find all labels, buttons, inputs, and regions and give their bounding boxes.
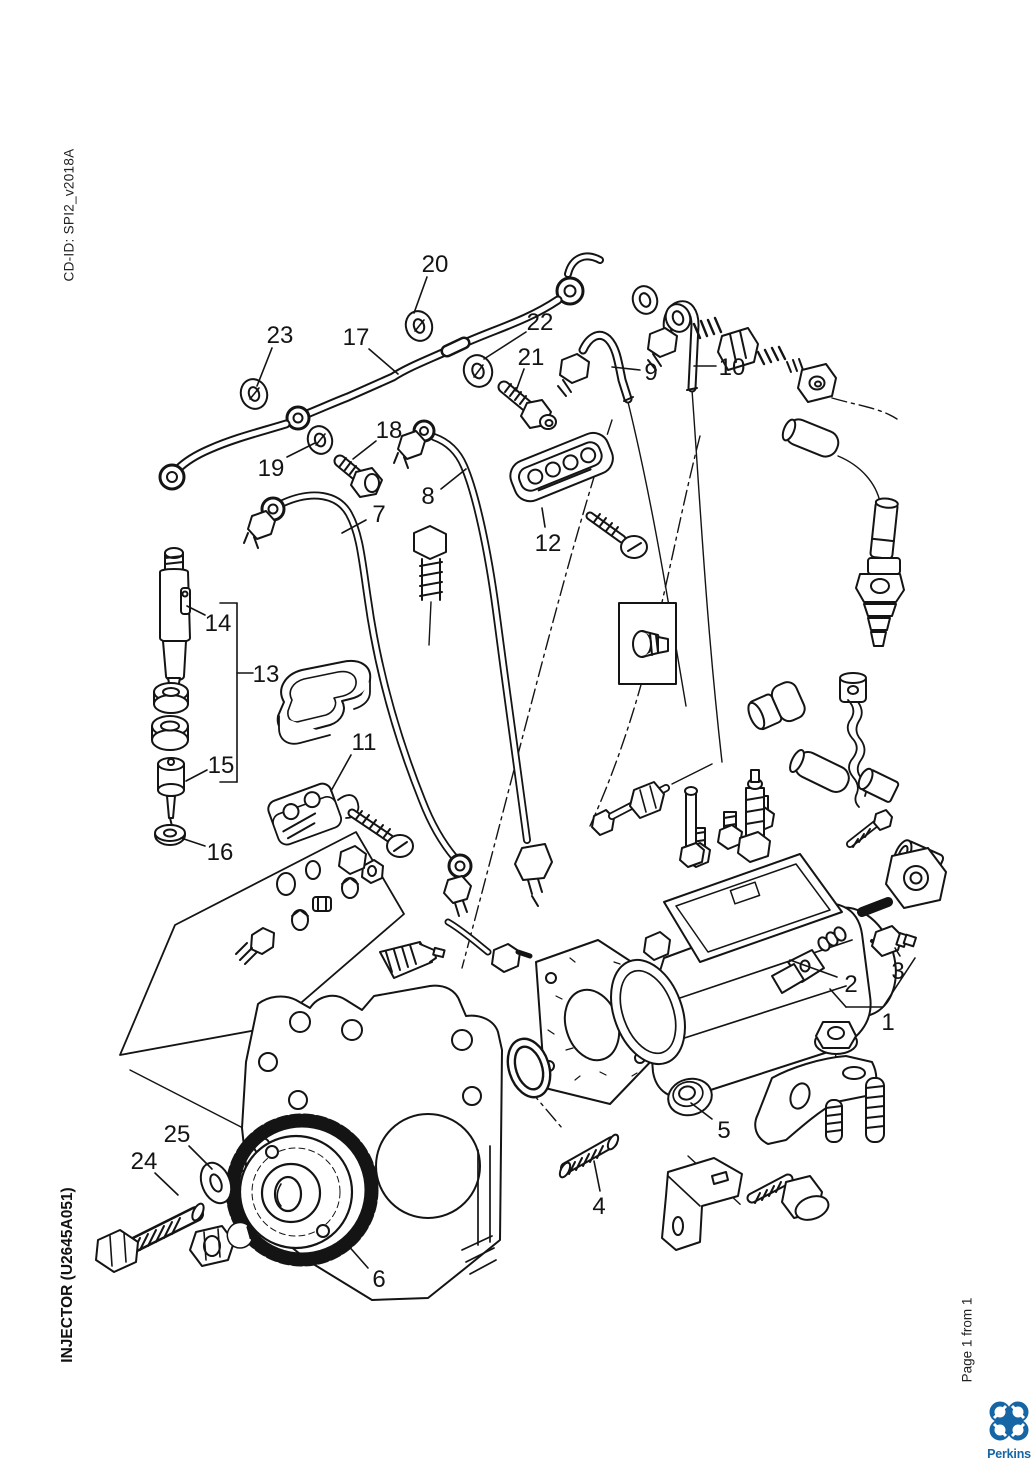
perkins-rings-icon (987, 1400, 1031, 1444)
part-label-24: 24 (130, 1148, 158, 1175)
timing-gear-6 (232, 1120, 372, 1260)
leader-line-12 (542, 508, 545, 527)
part-label-18: 18 (375, 417, 403, 444)
injection-pipe-17 (160, 256, 600, 489)
leader-line-15 (186, 770, 207, 781)
part-label-14: 14 (204, 610, 232, 637)
gear-fixings (96, 1158, 250, 1272)
boxed-valve (619, 603, 676, 684)
delivery-fittings (680, 770, 774, 867)
seat-washer-16 (155, 825, 185, 845)
washer-20 (402, 308, 436, 345)
leader-line-4 (594, 1161, 600, 1191)
injector-washers (152, 683, 188, 750)
part-label-21: 21 (517, 344, 545, 371)
part-label-2: 2 (844, 971, 858, 998)
part-label-10: 10 (718, 354, 746, 381)
leader-line-23 (257, 348, 272, 386)
brand-name: Perkins (987, 1447, 1031, 1461)
washer-23 (237, 376, 271, 413)
part-label-16: 16 (206, 839, 234, 866)
leader-line-17 (369, 349, 398, 374)
washer-19 (304, 423, 335, 457)
part-label-20: 20 (421, 251, 449, 278)
injector-14 (160, 548, 190, 688)
flange-bolt (752, 1176, 832, 1224)
part-label-1: 1 (881, 1009, 895, 1036)
leader-line-20 (414, 277, 427, 313)
part-label-22: 22 (526, 309, 554, 336)
part-label-19: 19 (257, 455, 285, 482)
banjo-bolt-21 (504, 384, 556, 429)
page-number-text: Page 1 from 1 (959, 1297, 975, 1383)
part-label-9: 9 (644, 359, 658, 386)
flange-bolt-and-plate (0, 131, 446, 600)
part-label-17: 17 (342, 324, 370, 351)
fuel-hose (448, 922, 530, 972)
leader-line-21 (516, 369, 524, 391)
leader-line-11 (331, 755, 351, 791)
l-bracket (662, 1158, 742, 1250)
washer-22 (460, 351, 497, 390)
part-label-8: 8 (421, 483, 435, 510)
leader-line-24 (155, 1173, 178, 1195)
plug-bolt-18 (340, 458, 382, 497)
lock-washer (229, 1224, 250, 1246)
pin-upper (780, 416, 842, 460)
leader-line-8 (441, 469, 466, 489)
part-label-12: 12 (534, 530, 562, 557)
perkins-logo (984, 1400, 1033, 1461)
page-title: INJECTOR (U2645A051) (59, 1187, 76, 1363)
part-label-3: 3 (891, 958, 905, 985)
rod-with-nut (592, 782, 666, 835)
part-label-6: 6 (372, 1266, 386, 1293)
leader-line-18 (353, 441, 376, 459)
spacer-15 (158, 758, 184, 826)
temperature-sensor (380, 942, 445, 978)
rear-banjo (850, 810, 946, 912)
filter-plug-stack (840, 498, 904, 702)
leader-line-16 (181, 838, 205, 846)
stud-4 (558, 1133, 621, 1179)
part-label-23: 23 (266, 322, 294, 349)
leader-line-25 (189, 1146, 212, 1169)
leader-line-19 (287, 443, 315, 457)
fitting-3 (872, 926, 916, 956)
part-label-5: 5 (717, 1117, 731, 1144)
part-label-11: 11 (351, 729, 377, 756)
part-label-7: 7 (372, 501, 386, 528)
flanged-nut (815, 1022, 857, 1054)
part-label-15: 15 (207, 752, 235, 779)
part-label-25: 25 (163, 1121, 191, 1148)
part-label-4: 4 (592, 1193, 606, 1220)
cd-id-text: CD-ID: SPI2_v2018A (61, 148, 77, 282)
part-label-13: 13 (252, 661, 280, 688)
